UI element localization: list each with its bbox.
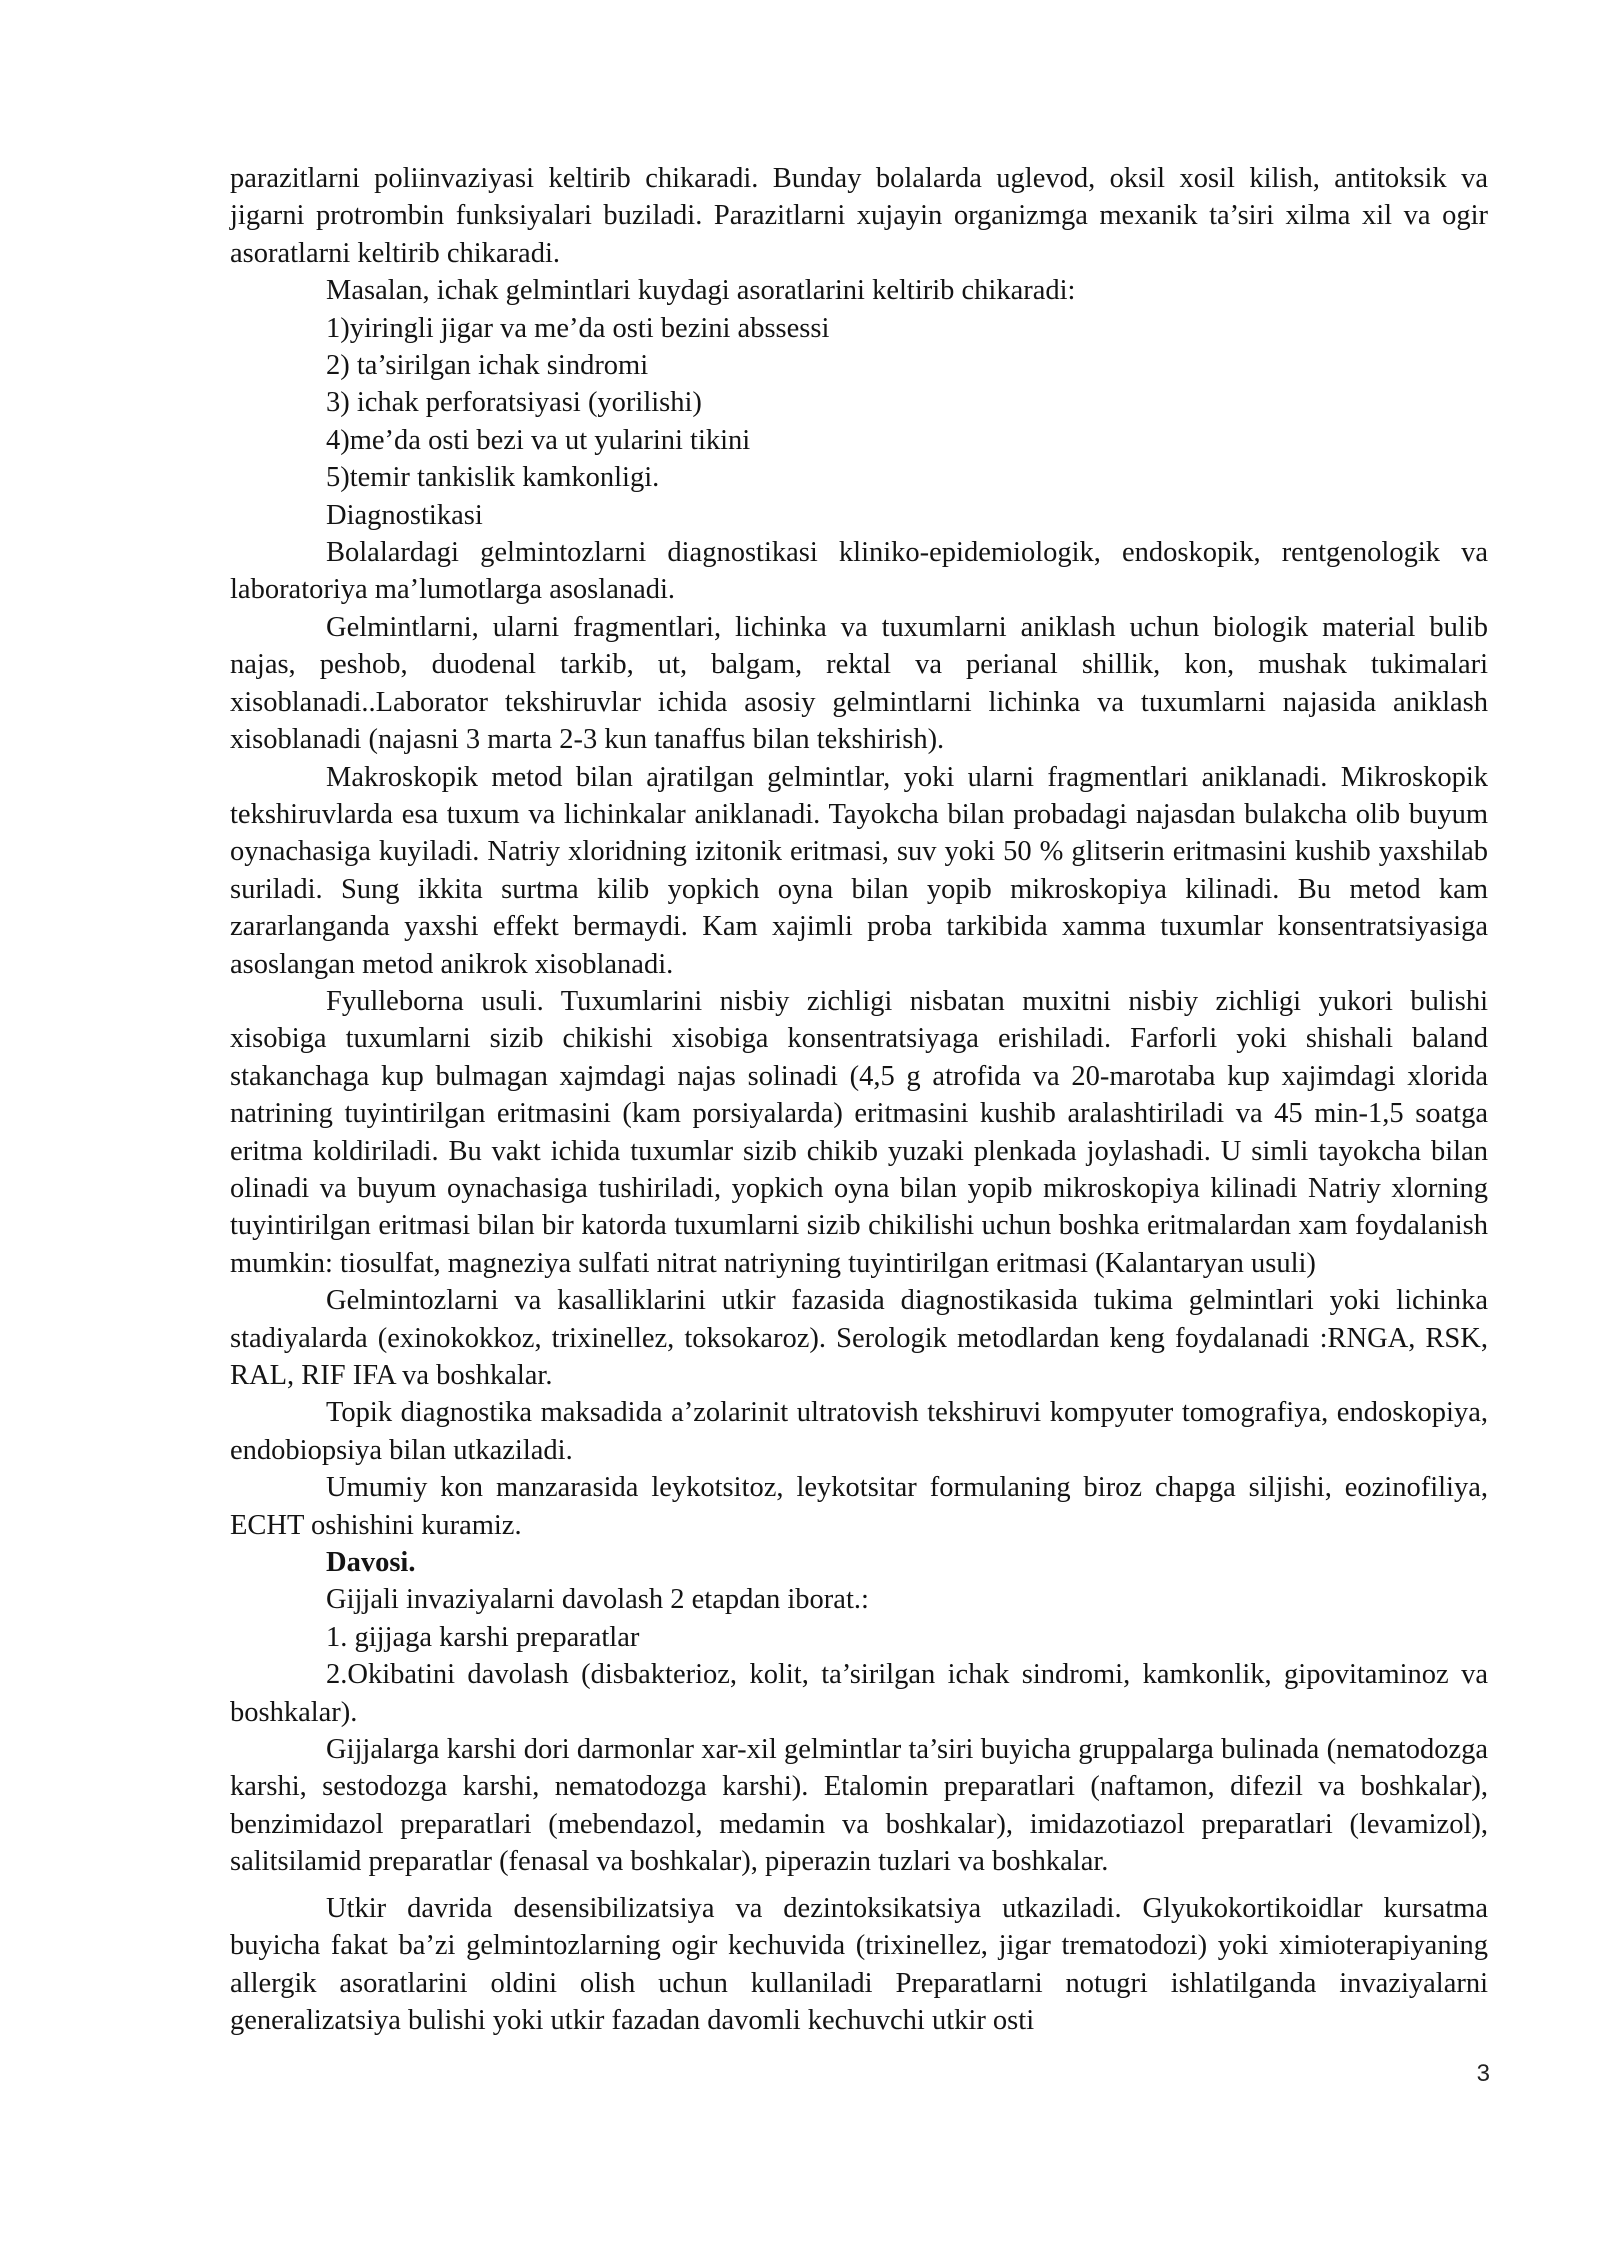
list-item-complication-4: 4)me’da osti bezi va ut yularini tikini xyxy=(326,424,751,456)
paragraph-fulleborn-method: Fyulleborna usuli. Tuxumlarini nisbiy zichligi nisbatan muxitni nisbiy zichligi yukori bulishi xisobiga tuxumlarni sizib chikishi xisobiga konsentratsiyaga erishiladi. Farforli yoki shishali baland stakanchaga kup bulmagan xajmdagi najas solinadi (4,5 g atrofida va 20-marotaba kup xajimdagi xlorida natrining tuyintirilgan eritmasini (kam porsiyalarda) eritmasini kushib aralashtiriladi va 45 min-1,5 soatga eritma koldiriladi. Bu vakt ichida tuxumlar sizib chikib yuzaki plenkada joylashadi. U simli tayokcha bilan olinadi va buyum oynachasiga tushiriladi, yopkich oyna bilan yopib mikroskopiya kilinadi Natriy xlorning tuyintirilgan eritmasi bilan bir katorda tuxumlarni sizib chikilishi uchun boshka eritmalardan xam foydalanish mumkin: tiosulfat, magneziya sulfati nitrat natriyning tuyintirilgan eritmasi (Kalantaryan usuli) xyxy=(230,985,1488,1279)
paragraph-acute-period: Utkir davrida desensibilizatsiya va dezintoksikatsiya utkaziladi. Glyukokortikoidlar kursatma buyicha fakat ba’zi gelmintozlarning ogir kechuvida (trixinellez, jigar trematodozi) yoki ximioterapiyaning allergik asoratlarini oldini olish uchun kullaniladi Preparatlarni notugri ishlatilganda invaziyalarni generalizatsiya bulishi yoki utkir fazadan davomli kechuvchi utkir osti xyxy=(230,1892,1488,2036)
list-item-complication-1: 1)yiringli jigar va me’da osti bezini abssessi xyxy=(326,312,830,344)
page-number: 3 xyxy=(1476,2060,1490,2087)
document-page xyxy=(230,160,1488,2039)
paragraph-blood-picture: Umumiy kon manzarasida leykotsitoz, leykotsitar formulaning biroz chapga siljishi, eozinofiliya, ECHT oshishini kuramiz. xyxy=(230,1472,1488,1541)
list-item-complication-3: 3) ichak perforatsiyasi (yorilishi) xyxy=(326,387,702,419)
list-item-stage-2: 2.Okibatini davolash (disbakterioz, kolit, ta’sirilgan ichak sindromi, kamkonlik, gipovitaminoz va boshkalar). xyxy=(230,1659,1488,1728)
section-heading-diagnostics: Diagnostikasi xyxy=(326,499,483,531)
list-item-stage-1: 1. gijjaga karshi preparatlar xyxy=(326,1621,640,1653)
paragraph-intro: parazitlarni poliinvaziyasi keltirib chikaradi. Bunday bolalarda uglevod, oksil xosil kilish, antitoksik va jigarni protrombin funksiyalari buziladi. Parazitlarni xujayin organizmga mexanik ta’siri xilma xil va ogir asoratlarni keltirib chikaradi. xyxy=(230,163,1488,269)
paragraph-antihelminthic-drugs: Gijjalarga karshi dori darmonlar xar-xil gelmintlar ta’siri buyicha gruppalarga bulinada (nematodozga karshi, sestodozga karshi, nematodozga karshi). Etalomin preparatlari (naftamon, difezil va boshkalar), benzimidazol preparatlari (mebendazol, medamin va boshkalar), imidazotiazol preparatlari (levamizol), salitsilamid preparatlar (fenasal va boshkalar), piperazin tuzlari va boshkalar. xyxy=(230,1734,1488,1878)
paragraph-complications-lead: Masalan, ichak gelmintlari kuydagi asoratlarini keltirib chikaradi: xyxy=(326,275,1076,307)
section-heading-treatment: Davosi. xyxy=(326,1547,416,1579)
list-item-complication-5: 5)temir tankislik kamkonligi. xyxy=(326,462,660,494)
paragraph-biological-material: Gelmintlarni, ularni fragmentlari, lichinka va tuxumlarni aniklash uchun biologik material bulib najas, peshob, duodenal tarkib, ut, balgam, rektal va perianal shillik, kon, mushak tukimalari xisoblanadi..Laborator tekshiruvlar ichida asosiy gelmintlarni lichinka va tuxumlarni najasida aniklash xisoblanadi (najasni 3 marta 2-3 kun tanaffus bilan tekshirish). xyxy=(230,611,1488,756)
list-item-complication-2: 2) ta’sirilgan ichak sindromi xyxy=(326,350,649,382)
paragraph-diagnostics-basis: Bolalardagi gelmintozlarni diagnostikasi kliniko-epidemiologik, endoskopik, rentgenologik va laboratoriya ma’lumotlarga asoslanadi. xyxy=(230,537,1488,606)
paragraph-topical-diagnostics: Topik diagnostika maksadida a’zolarinit ultratovish tekshiruvi kompyuter tomografiya, endoskopiya, endobiopsiya bilan utkaziladi. xyxy=(230,1397,1488,1466)
paragraph-serology: Gelmintozlarni va kasalliklarini utkir fazasida diagnostikasida tukima gelmintlari yoki lichinka stadiyalarda (exinokokkoz, trixinellez, toksokaroz). Serologik metodlardan keng foydalanadi :RNGA, RSK, RAL, RIF IFA va boshkalar. xyxy=(230,1285,1488,1391)
paragraph-treatment-stages: Gijjali invaziyalarni davolash 2 etapdan iborat.: xyxy=(326,1584,869,1616)
paragraph-macroscopic-method: Makroskopik metod bilan ajratilgan gelmintlar, yoki ularni fragmentlari aniklanadi. Mikroskopik tekshiruvlarda esa tuxum va lichinkalar aniklanadi. Tayokcha bilan probadagi najasdan bulakcha olib buyum oynachasiga kuyiladi. Natriy xloridning izitonik eritmasi, suv yoki 50 % glitserin eritmasini kushib yaxshilab suriladi. Sung ikkita surtma kilib yopkich oyna bilan yopib mikroskopiya kilinadi. Bu metod kam zararlanganda yaxshi effekt bermaydi. Kam xajimli proba tarkibida xamma tuxumlar konsentratsiyasiga asoslangan metod anikrok xisoblanadi. xyxy=(230,761,1488,980)
